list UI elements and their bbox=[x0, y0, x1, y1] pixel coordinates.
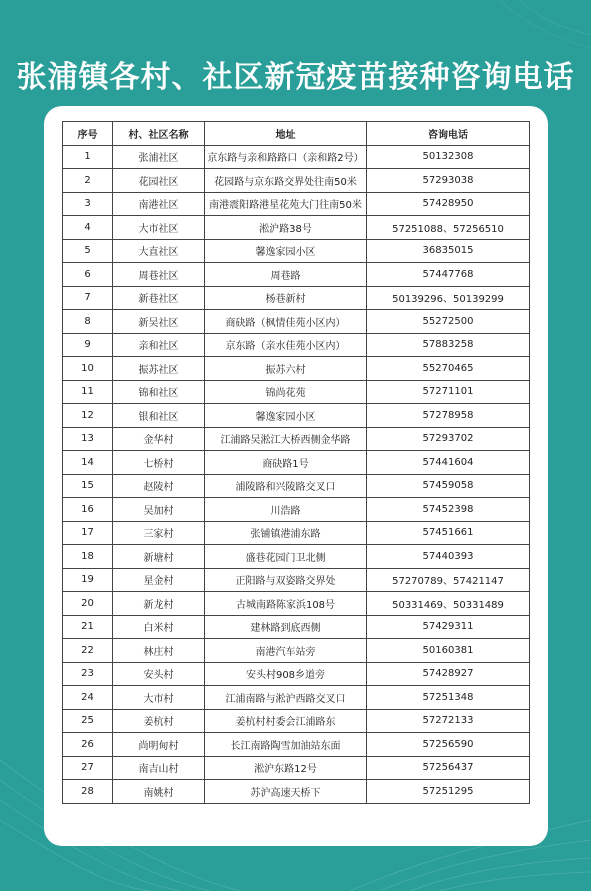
table-row bbox=[63, 592, 530, 616]
community-name-cell: 大市社区 bbox=[113, 216, 205, 240]
community-name-cell: 新龙村 bbox=[113, 592, 205, 616]
table-row bbox=[63, 404, 530, 428]
table-row bbox=[63, 310, 530, 334]
phone-cell: 50139296、50139299 bbox=[367, 286, 530, 310]
community-name-cell: 周巷社区 bbox=[113, 263, 205, 287]
table-row bbox=[63, 333, 530, 357]
phone-cell: 57441604 bbox=[367, 451, 530, 475]
address-cell: 姜杭村村委会江浦路东 bbox=[205, 709, 367, 733]
address-cell: 京东路与亲和路路口（亲和路2号） bbox=[205, 145, 367, 169]
community-name-cell: 大直社区 bbox=[113, 239, 205, 263]
table-row bbox=[63, 474, 530, 498]
header-cell: 地址 bbox=[205, 122, 367, 146]
table-row bbox=[63, 639, 530, 663]
table-row bbox=[63, 427, 530, 451]
address-cell: 苏沪高速天桥下 bbox=[205, 780, 367, 804]
row-index-cell: 1 bbox=[63, 145, 113, 169]
address-cell: 馨逸家园小区 bbox=[205, 239, 367, 263]
community-name-cell: 花园社区 bbox=[113, 169, 205, 193]
phone-cell: 57278958 bbox=[367, 404, 530, 428]
row-index-cell: 10 bbox=[63, 357, 113, 381]
table-row bbox=[63, 780, 530, 804]
address-cell: 浦陵路和兴陵路交叉口 bbox=[205, 474, 367, 498]
community-name-cell: 七桥村 bbox=[113, 451, 205, 475]
phone-cell: 57256590 bbox=[367, 733, 530, 757]
address-cell: 锦尚花苑 bbox=[205, 380, 367, 404]
row-index-cell: 15 bbox=[63, 474, 113, 498]
table-row bbox=[63, 169, 530, 193]
community-name-cell: 银和社区 bbox=[113, 404, 205, 428]
row-index-cell: 27 bbox=[63, 756, 113, 780]
phone-cell: 57271101 bbox=[367, 380, 530, 404]
community-name-cell: 新巷社区 bbox=[113, 286, 205, 310]
phone-cell: 57270789、57421147 bbox=[367, 568, 530, 592]
community-name-cell: 南港社区 bbox=[113, 192, 205, 216]
community-name-cell: 星金村 bbox=[113, 568, 205, 592]
phone-cell: 57251295 bbox=[367, 780, 530, 804]
phone-cell: 36835015 bbox=[367, 239, 530, 263]
table-header-row bbox=[63, 122, 530, 146]
address-cell: 南港震阳路港星花苑大门往南50米 bbox=[205, 192, 367, 216]
table-row bbox=[63, 615, 530, 639]
phone-cell: 50331469、50331489 bbox=[367, 592, 530, 616]
address-cell: 江浦南路与淞沪西路交叉口 bbox=[205, 686, 367, 710]
table-row bbox=[63, 521, 530, 545]
community-name-cell: 张浦社区 bbox=[113, 145, 205, 169]
table-row bbox=[63, 545, 530, 569]
phone-cell: 55272500 bbox=[367, 310, 530, 334]
row-index-cell: 14 bbox=[63, 451, 113, 475]
header-cell: 村、社区名称 bbox=[113, 122, 205, 146]
phone-cell: 57459058 bbox=[367, 474, 530, 498]
community-name-cell: 白米村 bbox=[113, 615, 205, 639]
row-index-cell: 13 bbox=[63, 427, 113, 451]
community-name-cell: 三家村 bbox=[113, 521, 205, 545]
table-card bbox=[44, 106, 548, 846]
row-index-cell: 8 bbox=[63, 310, 113, 334]
row-index-cell: 11 bbox=[63, 380, 113, 404]
table-row bbox=[63, 145, 530, 169]
table-row bbox=[63, 686, 530, 710]
table-row bbox=[63, 451, 530, 475]
phone-cell: 57256437 bbox=[367, 756, 530, 780]
row-index-cell: 17 bbox=[63, 521, 113, 545]
table-row bbox=[63, 380, 530, 404]
address-cell: 古城南路陈家浜108号 bbox=[205, 592, 367, 616]
address-cell: 花园路与京东路交界处往南50米 bbox=[205, 169, 367, 193]
phone-cell: 57440393 bbox=[367, 545, 530, 569]
table-row bbox=[63, 192, 530, 216]
table-row bbox=[63, 498, 530, 522]
table-row bbox=[63, 733, 530, 757]
community-name-cell: 振苏社区 bbox=[113, 357, 205, 381]
phone-cell: 57251348 bbox=[367, 686, 530, 710]
row-index-cell: 28 bbox=[63, 780, 113, 804]
phone-cell: 57428927 bbox=[367, 662, 530, 686]
table-row bbox=[63, 263, 530, 287]
phone-cell: 57293038 bbox=[367, 169, 530, 193]
phone-cell: 57251088、57256510 bbox=[367, 216, 530, 240]
address-cell: 周巷路 bbox=[205, 263, 367, 287]
row-index-cell: 2 bbox=[63, 169, 113, 193]
phone-cell: 50160381 bbox=[367, 639, 530, 663]
community-name-cell: 赵陵村 bbox=[113, 474, 205, 498]
table-row bbox=[63, 239, 530, 263]
row-index-cell: 23 bbox=[63, 662, 113, 686]
row-index-cell: 3 bbox=[63, 192, 113, 216]
community-name-cell: 新吴社区 bbox=[113, 310, 205, 334]
address-cell: 商砄路1号 bbox=[205, 451, 367, 475]
address-cell: 馨逸家园小区 bbox=[205, 404, 367, 428]
community-name-cell: 锦和社区 bbox=[113, 380, 205, 404]
community-name-cell: 南姚村 bbox=[113, 780, 205, 804]
row-index-cell: 18 bbox=[63, 545, 113, 569]
row-index-cell: 6 bbox=[63, 263, 113, 287]
row-index-cell: 7 bbox=[63, 286, 113, 310]
row-index-cell: 20 bbox=[63, 592, 113, 616]
header-cell: 序号 bbox=[63, 122, 113, 146]
row-index-cell: 21 bbox=[63, 615, 113, 639]
address-cell: 安头村908乡道旁 bbox=[205, 662, 367, 686]
address-cell: 淞沪东路12号 bbox=[205, 756, 367, 780]
community-name-cell: 金华村 bbox=[113, 427, 205, 451]
phone-cell: 55270465 bbox=[367, 357, 530, 381]
row-index-cell: 9 bbox=[63, 333, 113, 357]
table-row bbox=[63, 568, 530, 592]
address-cell: 京东路（亲水佳苑小区内） bbox=[205, 333, 367, 357]
table-row bbox=[63, 357, 530, 381]
address-cell: 商砄路（枫情佳苑小区内） bbox=[205, 310, 367, 334]
row-index-cell: 12 bbox=[63, 404, 113, 428]
address-cell: 淞沪路38号 bbox=[205, 216, 367, 240]
row-index-cell: 24 bbox=[63, 686, 113, 710]
community-name-cell: 南吉山村 bbox=[113, 756, 205, 780]
address-cell: 盛巷花园门卫北侧 bbox=[205, 545, 367, 569]
community-name-cell: 新塘村 bbox=[113, 545, 205, 569]
row-index-cell: 25 bbox=[63, 709, 113, 733]
address-cell: 建林路到底西侧 bbox=[205, 615, 367, 639]
address-cell: 长江南路陶雪加油站东面 bbox=[205, 733, 367, 757]
community-name-cell: 尚明甸村 bbox=[113, 733, 205, 757]
address-cell: 杨巷新村 bbox=[205, 286, 367, 310]
row-index-cell: 26 bbox=[63, 733, 113, 757]
table-row bbox=[63, 286, 530, 310]
row-index-cell: 19 bbox=[63, 568, 113, 592]
address-cell: 江浦路吴淞江大桥西侧金华路 bbox=[205, 427, 367, 451]
address-cell: 振苏六村 bbox=[205, 357, 367, 381]
phone-cell: 57447768 bbox=[367, 263, 530, 287]
community-name-cell: 亲和社区 bbox=[113, 333, 205, 357]
community-name-cell: 姜杭村 bbox=[113, 709, 205, 733]
phone-cell: 50132308 bbox=[367, 145, 530, 169]
phone-cell: 57429311 bbox=[367, 615, 530, 639]
community-name-cell: 林庄村 bbox=[113, 639, 205, 663]
row-index-cell: 22 bbox=[63, 639, 113, 663]
community-name-cell: 大市村 bbox=[113, 686, 205, 710]
row-index-cell: 5 bbox=[63, 239, 113, 263]
table-row bbox=[63, 709, 530, 733]
phone-cell: 57272133 bbox=[367, 709, 530, 733]
phone-cell: 57883258 bbox=[367, 333, 530, 357]
header-cell: 咨询电话 bbox=[367, 122, 530, 146]
phone-cell: 57451661 bbox=[367, 521, 530, 545]
contact-table bbox=[62, 121, 530, 804]
community-name-cell: 吴加村 bbox=[113, 498, 205, 522]
address-cell: 正阳路与双姿路交界处 bbox=[205, 568, 367, 592]
address-cell: 川浩路 bbox=[205, 498, 367, 522]
phone-cell: 57293702 bbox=[367, 427, 530, 451]
community-name-cell: 安头村 bbox=[113, 662, 205, 686]
address-cell: 张铺镇港浦东路 bbox=[205, 521, 367, 545]
row-index-cell: 4 bbox=[63, 216, 113, 240]
row-index-cell: 16 bbox=[63, 498, 113, 522]
table-row bbox=[63, 662, 530, 686]
table-row bbox=[63, 756, 530, 780]
phone-cell: 57428950 bbox=[367, 192, 530, 216]
table-row bbox=[63, 216, 530, 240]
phone-cell: 57452398 bbox=[367, 498, 530, 522]
page-title: 张浦镇各村、社区新冠疫苗接种咨询电话 bbox=[16, 60, 575, 95]
address-cell: 南港汽车站旁 bbox=[205, 639, 367, 663]
